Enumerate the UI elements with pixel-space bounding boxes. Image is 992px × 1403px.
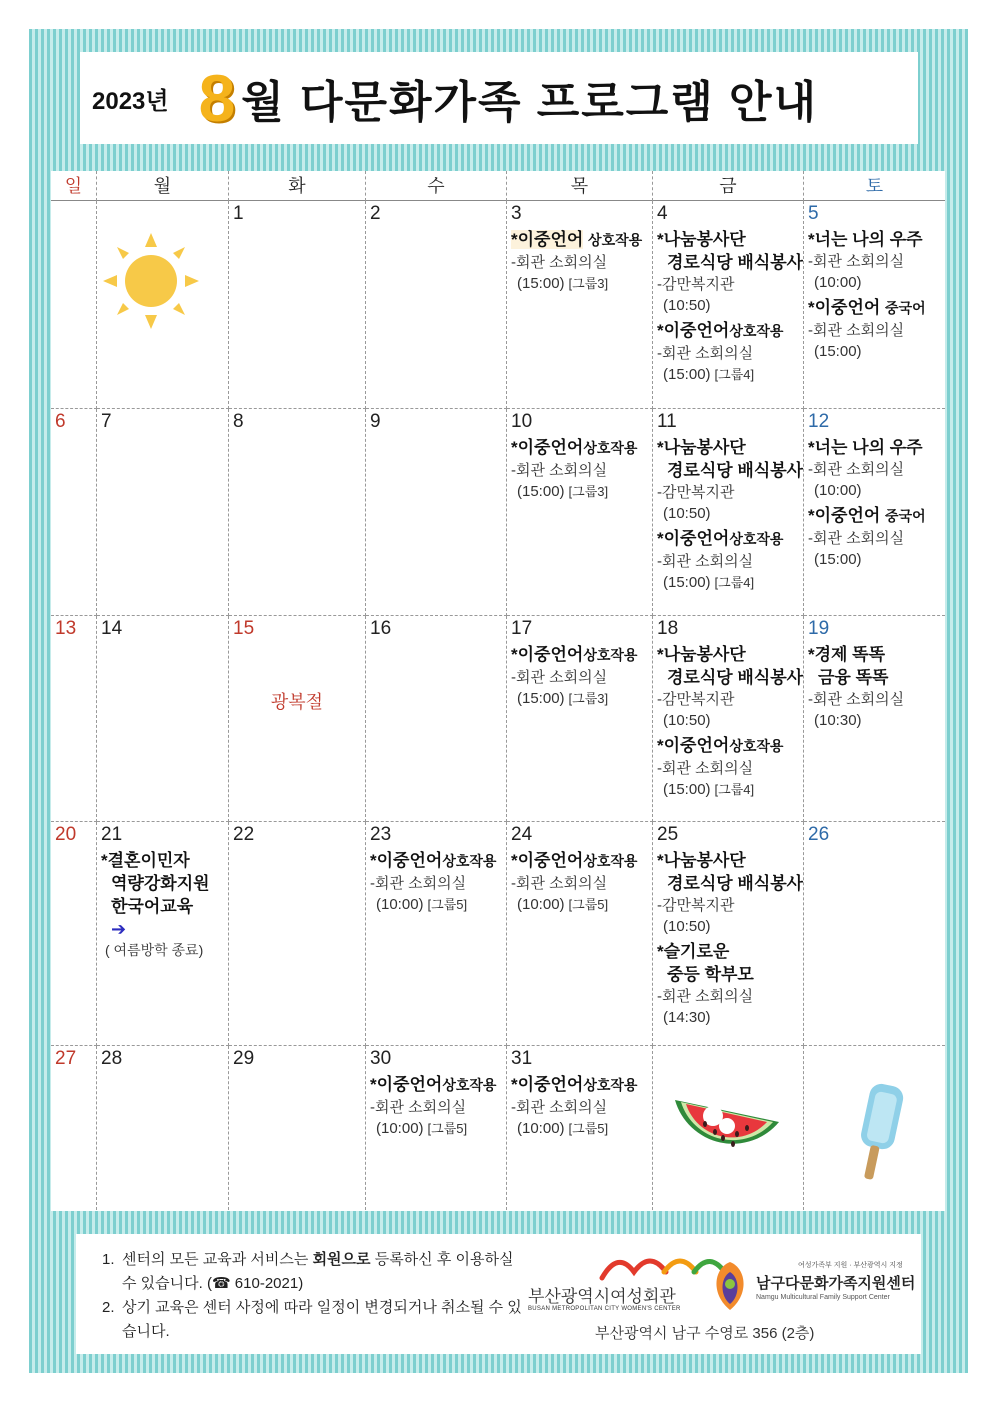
event [370, 849, 502, 915]
org2-english-name: Namgu Multicultural Family Support Center [756, 1294, 890, 1301]
day-number: 9 [370, 411, 381, 432]
footer [76, 1234, 921, 1354]
event-time: (15:00) [그룹4] [663, 366, 755, 383]
event [808, 228, 941, 293]
weekday-sat: 토 [865, 176, 884, 196]
event-title: *결혼이민자 [101, 851, 190, 870]
event-place: -회관 소회의실 [511, 254, 608, 271]
weekday-fri: 금 [653, 171, 804, 201]
day-cell [229, 409, 366, 616]
day-number: 26 [808, 824, 830, 845]
note-item: 1. 센터의 모든 교육과 서비스는 회원으로 등록하신 후 이용하실 수 있습니다. (☎ 610-2021) [102, 1248, 522, 1296]
day-number: 16 [370, 618, 392, 639]
event-time: (10:50) [663, 712, 711, 729]
title-year: 2023년 [92, 87, 169, 115]
event-place: -회관 소회의실 [511, 1099, 608, 1116]
day-number: 12 [808, 411, 830, 432]
event-subtitle: 한국어교육 [111, 897, 194, 916]
event [657, 734, 799, 800]
day-cell-empty [653, 1046, 804, 1210]
event-note: ( 여름방학 종료) [105, 942, 204, 958]
event-place: -감만복지관 [657, 897, 735, 914]
day-cell [366, 409, 507, 616]
day-cell [653, 201, 804, 409]
day-cell [653, 616, 804, 822]
event-time: (10:50) [663, 505, 711, 522]
day-number: 3 [511, 203, 522, 224]
event-place: -회관 소회의실 [808, 322, 905, 339]
event [657, 643, 804, 731]
day-number: 24 [511, 824, 533, 845]
event-title: *나눔봉사단 [657, 851, 746, 870]
event-place: -회관 소회의실 [657, 988, 754, 1005]
day-cell-empty [804, 1046, 945, 1210]
day-number: 21 [101, 824, 123, 845]
day-number: 17 [511, 618, 533, 639]
event-place: -회관 소회의실 [808, 691, 905, 708]
event-title: *이중언어상호작용 [370, 851, 497, 870]
event-place: -회관 소회의실 [657, 760, 754, 777]
title-month-number: 8 [198, 61, 236, 135]
day-cell [804, 201, 945, 409]
day-number: 7 [101, 411, 112, 432]
event-time: (10:50) [663, 297, 711, 314]
weekday-sun: 일 [51, 171, 97, 201]
event [511, 228, 648, 294]
day-cell-empty [97, 201, 229, 409]
day-cell [366, 201, 507, 409]
day-cell [804, 616, 945, 822]
day-cell [507, 822, 653, 1046]
day-cell [804, 409, 945, 616]
event-title: *이중언어상호작용 [657, 529, 784, 548]
day-number: 30 [370, 1048, 392, 1069]
event-title: *이중언어상호작용 [370, 1075, 497, 1094]
weekday-tue: 화 [229, 171, 366, 201]
day-number: 2 [370, 203, 381, 224]
event-title: *경제 똑똑 [808, 645, 886, 664]
event-place: -회관 소회의실 [511, 462, 608, 479]
day-cell [229, 201, 366, 409]
event-time: (15:00) [그룹4] [663, 781, 755, 798]
calendar-grid [51, 201, 945, 1210]
event [808, 643, 941, 731]
note-text: 센터의 모든 교육과 서비스는 회원으로 등록하신 후 이용하실 수 있습니다. (☎ 610-2021) [122, 1251, 514, 1292]
day-cell [366, 1046, 507, 1210]
day-number: 27 [55, 1048, 77, 1069]
day-number: 18 [657, 618, 679, 639]
event-subtitle: 역량강화지원 [111, 874, 210, 893]
event-place: -회관 소회의실 [657, 553, 754, 570]
day-number: 29 [233, 1048, 255, 1069]
day-number: 13 [55, 618, 77, 639]
event-title: *이중언어 중국어 [808, 298, 926, 317]
event [657, 228, 804, 316]
event-title: *너는 나의 우주 [808, 230, 923, 249]
title-banner [80, 52, 918, 144]
event-title: *이중언어상호작용 [657, 736, 784, 755]
event-subtitle: 경로식당 배식봉사 [667, 253, 804, 272]
event-title: *이중언어상호작용 [657, 321, 784, 340]
arrow-right-icon: ➔ [111, 919, 127, 939]
day-cell [97, 409, 229, 616]
day-cell [229, 822, 366, 1046]
day-cell [51, 822, 97, 1046]
event-title: *나눔봉사단 [657, 645, 746, 664]
event-subtitle: 중등 학부모 [667, 965, 754, 984]
event-place: -회관 소회의실 [511, 669, 608, 686]
event-place: -회관 소회의실 [511, 875, 608, 892]
event-title: *슬기로운 [657, 942, 730, 961]
event-place: -회관 소회의실 [808, 461, 905, 478]
weekday-mon: 월 [97, 171, 229, 201]
event-time: (10:00) [그룹5] [376, 896, 468, 913]
org1-name: 부산광역시여성회관 [528, 1287, 676, 1306]
day-number: 10 [511, 411, 533, 432]
popsicle-icon [838, 1076, 918, 1186]
day-cell [366, 616, 507, 822]
event-subtitle: 경로식당 배식봉사 [667, 668, 804, 687]
event-subtitle: 경로식당 배식봉사 [667, 874, 804, 893]
weekday-thu: 목 [507, 171, 653, 201]
day-number: 4 [657, 203, 668, 224]
event [370, 1073, 502, 1139]
event [511, 849, 648, 915]
address: 부산광역시 남구 수영로 356 (2층) [595, 1325, 815, 1342]
event-time: (10:50) [663, 918, 711, 935]
calendar [51, 171, 945, 1211]
day-cell [653, 409, 804, 616]
day-cell [97, 1046, 229, 1210]
day-cell [51, 409, 97, 616]
page-title: 월 다문화가족 프로그램 안내 [241, 78, 819, 127]
event [808, 296, 941, 362]
note-text: 상기 교육은 센터 사정에 따라 일정이 변경되거나 취소될 수 있습니다. [122, 1299, 522, 1340]
event-time: (15:00) [그룹3] [517, 483, 609, 500]
day-number: 25 [657, 824, 679, 845]
event [657, 319, 799, 385]
event-time: (10:30) [814, 712, 862, 729]
day-cell [51, 616, 97, 822]
event [101, 849, 224, 960]
event-time: (10:00) [그룹5] [517, 1120, 609, 1137]
event-time: (15:00) [그룹3] [517, 690, 609, 707]
event-place: -회관 소회의실 [657, 345, 754, 362]
event-subtitle: 금융 똑똑 [818, 668, 889, 687]
day-number: 5 [808, 203, 819, 224]
day-number: 22 [233, 824, 255, 845]
day-number: 8 [233, 411, 244, 432]
event-time: (10:00) [그룹5] [517, 896, 609, 913]
event-place: -회관 소회의실 [808, 253, 905, 270]
day-number: 23 [370, 824, 392, 845]
family-logo-icon [708, 1258, 752, 1314]
event-time: (15:00) [814, 551, 862, 568]
org1-english-name: BUSAN METROPOLITAN CITY WOMEN'S CENTER [528, 1306, 681, 1312]
event-title: *너는 나의 우주 [808, 438, 923, 457]
event-title: *나눔봉사단 [657, 438, 746, 457]
day-number: 14 [101, 618, 123, 639]
org2-government-note: 여성가족부 지원 · 부산광역시 지정 [798, 1262, 903, 1269]
watermelon-icon [667, 1082, 787, 1172]
day-cell-empty [51, 201, 97, 409]
note-item: 2. 상기 교육은 센터 사정에 따라 일정이 변경되거나 취소될 수 있습니다. [102, 1296, 522, 1344]
event-time: (10:00) [814, 274, 862, 291]
weekday-header [51, 171, 945, 201]
event-title: *이중언어상호작용 [511, 851, 638, 870]
org2-name: 남구다문화가족지원센터 [756, 1275, 916, 1292]
event-time: (15:00) [그룹4] [663, 574, 755, 591]
weekday-wed: 수 [366, 171, 507, 201]
day-number: 31 [511, 1048, 533, 1069]
event-title: *나눔봉사단 [657, 230, 746, 249]
day-number: 11 [657, 411, 677, 432]
day-cell [507, 201, 653, 409]
event-place: -감만복지관 [657, 276, 735, 293]
event-place: -감만복지관 [657, 484, 735, 501]
event [511, 436, 648, 502]
event-title: *이중언어상호작용 [511, 645, 638, 664]
notes [102, 1248, 522, 1344]
event [657, 527, 799, 593]
sun-icon [101, 231, 201, 331]
day-number: 6 [55, 411, 66, 432]
event-place: -회관 소회의실 [808, 530, 905, 547]
event-time: (15:00) [814, 343, 862, 360]
day-cell [804, 822, 945, 1046]
event-place: -회관 소회의실 [370, 875, 467, 892]
day-cell [229, 616, 366, 822]
day-number: 20 [55, 824, 77, 845]
day-cell [229, 1046, 366, 1210]
event-time: (10:00) [814, 482, 862, 499]
day-number: 28 [101, 1048, 123, 1069]
event-place: -회관 소회의실 [370, 1099, 467, 1116]
event [511, 643, 648, 709]
event [808, 504, 941, 570]
womens-center-logo [528, 1248, 698, 1320]
event-time: (10:00) [그룹5] [376, 1120, 468, 1137]
event-time: (14:30) [663, 1009, 711, 1026]
event-title: *이중언어상호작용 [511, 1075, 638, 1094]
event-subtitle: 경로식당 배식봉사 [667, 461, 804, 480]
event [657, 436, 804, 524]
day-cell [507, 1046, 653, 1210]
day-cell [97, 616, 229, 822]
event-time: (15:00) [그룹3] [517, 275, 609, 292]
event [657, 940, 799, 1028]
day-number: 1 [233, 203, 244, 224]
event-title: *이중언어 중국어 [808, 506, 926, 525]
event [657, 849, 804, 937]
event-place: -감만복지관 [657, 691, 735, 708]
event-title: *이중언어상호작용 [511, 438, 638, 457]
day-number: 19 [808, 618, 830, 639]
day-cell [653, 822, 804, 1046]
day-cell [507, 616, 653, 822]
day-cell [366, 822, 507, 1046]
day-cell [51, 1046, 97, 1210]
event [808, 436, 941, 501]
multicultural-center-logo [708, 1254, 916, 1318]
day-number: 15 [233, 618, 255, 639]
day-cell [507, 409, 653, 616]
event-title: *이중언어 상호작용 [511, 230, 643, 249]
day-cell [97, 822, 229, 1046]
holiday-label: 광복절 [270, 692, 324, 712]
event [511, 1073, 648, 1139]
